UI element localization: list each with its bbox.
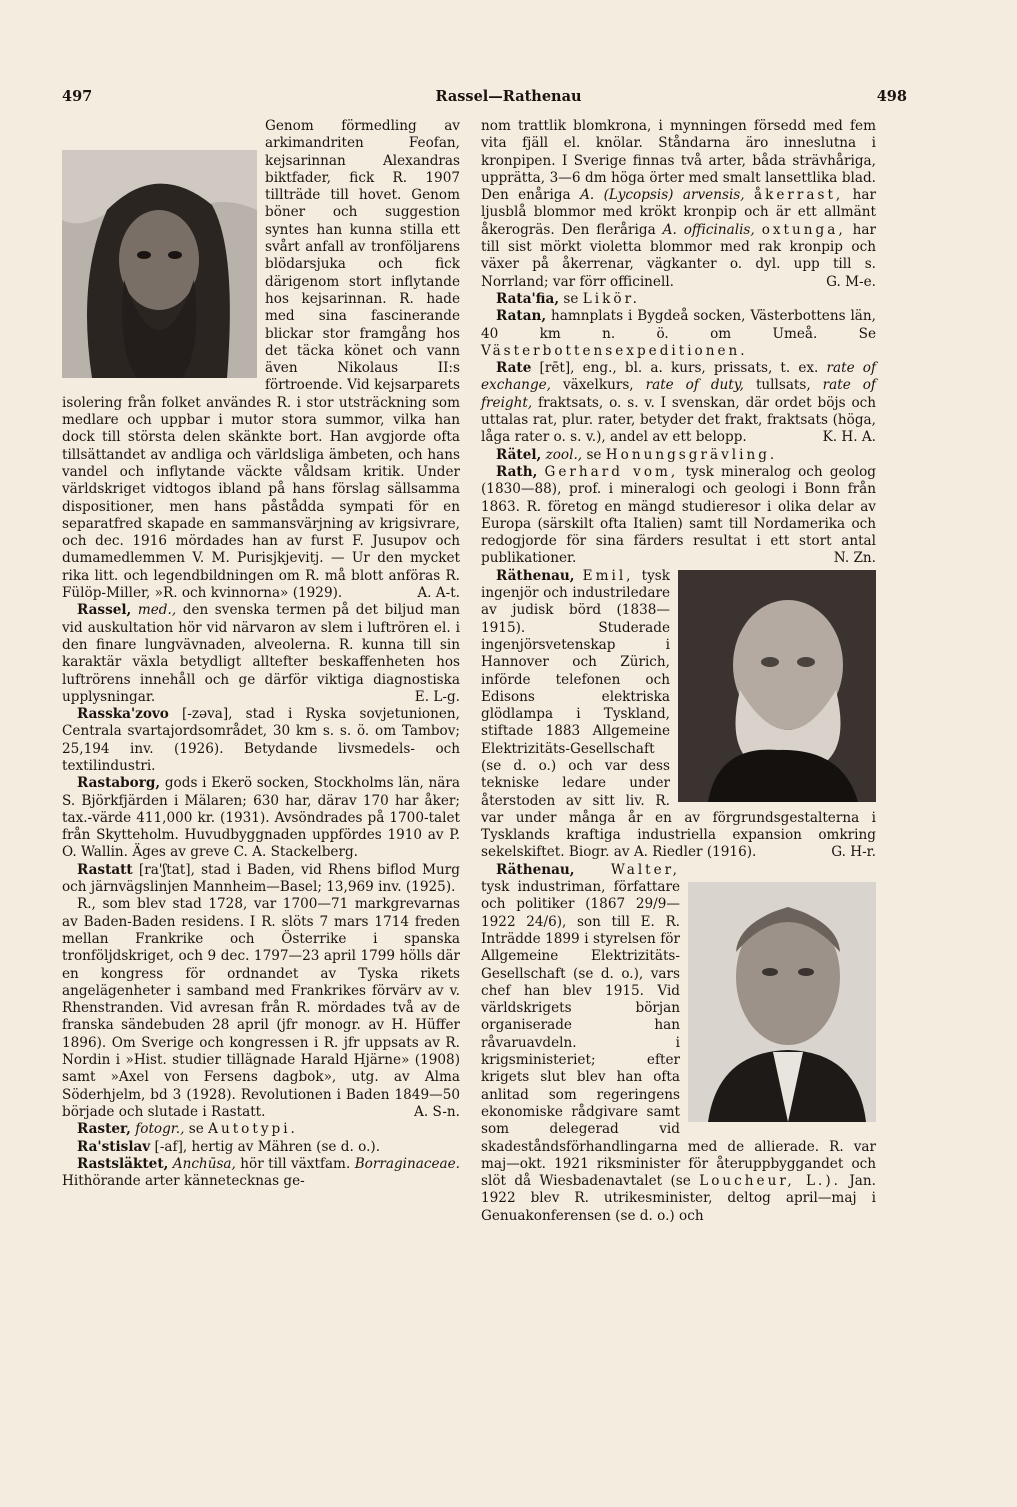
walter-rathenau-portrait [688,882,876,1122]
entry-rath: Rath, Gerhard vom, tysk mineralog och geolog (1830—88), prof. i mineralogi och geologi i Bonn från 1863. R. företog en mängd studieresor i olika delar av Europa (särskilt ofta Italien) samt till Nordamerika och redogjorde för sina färders resultat i ett stort antal publikationer. N. Zn. [481,463,876,567]
entry-walter-rathenau: Räthenau, Walter, tysk industriman, författare och politiker (1867 29/9—1922 24/6), son till E. R. Inträdde 1899 i styrelsen för Allgemeine Elektrizitäts-Gesellschaft (se d. o.), vars chef han blev 1915. Vid världskrigets början organiserade han råvaruavdeln. i krigsministeriet; efter krigets slut blev han ofta anlitad som regeringens ekonomiske rådgivare samt som delegerad vid skadeståndsförhandlingarna med de allierade. R. var maj—okt. 1921 riksminister för återuppbyggandet och slöt då Wiesbadenavtalet (se Loucheur, L.). Jan. 1922 blev R. utrikesminister, deltog april—maj i Genuakonferensen (se d. o.) och [481,861,876,1224]
entry-raster: Raster, fotogr., se Autotypi. [77,1121,298,1138]
entry-rastslaktet: Rastsläktet, Anchūsa, hör till växtfam. Borraginaceae. Hithörande arter kännetecknas ge- [62,1155,460,1190]
left-page-number: 497 [62,88,93,105]
entry-rastatt-history: R., som blev stad 1728, var 1700—71 markgrevarnas av Baden-Baden residens. I R. slöts 7 mars 1714 freden mellan Frankrike och Österrike i spanska tronföljdskriget, och 9 dec. 1797—23 april 1799 hölls där en kongress för ordnandet av Tyska rikets angelägenheter i samband med Frankrikes förvärv av v. Rhenstranden. Vid avresan från R. mördades två av de franska sändebuden 28 april (jfr monogr. av H. Hüffer 1896). Om Sverige och kongressen i R. jfr uppsats av R. Nordin i »Hist. studier tillägnade Harald Hjärne» (1908) samt »Axel von Fersens dagbok», utg. av Alma Söderhjelm, bd 3 (1928). Revolutionen i Baden 1849—50 började och slutade i Rastatt. A. S-n. [62,896,460,1120]
emil-rathenau-portrait [678,570,876,802]
right-column [481,118,876,1225]
entry-ratel: Rätel, zool., se Honungsgrävling. [496,446,778,463]
rasputin-portrait [62,150,257,378]
entry-rassel: Rassel, med., den svenska termen på det biljud man vid auskultation hör vid närvaron av slem i luftrören el. i den finare lungvävnaden, alveolerna. R. kunna till sin karaktär växla betydligt alltefter beskaffenheten hos luftrörens innehåll och ge därför viktiga diagnostiska upplysningar. E. L-g. [62,602,460,705]
entry-rate: Rate [rēt], eng., bl. a. kurs, prissats, t. ex. rate of exchange, växelkurs, rate of duty, tullsats, rate of freight, fraktsats, o. s. v. I svenskan, där ordet böjs och uttalas rat, plur. rater, betyder det frakt, fraktsats (höga, låga rater o. s. v.), andel av ett belopp. K. H. A. [481,360,877,446]
running-head: Rassel—Rathenau [435,88,582,105]
rasputin-article-continuation: Genom förmedling av arkimandriten Feofan, kejsarinnan Alexandras biktfader, fick R. 1907 tillträde till hovet. Genom böner och suggestion syntes han kunna stilla ett svårt anfall av tronföljarens blödarsjuka och fick därigenom stort inflytande hos kejsarinnan. R. hade med sina fascinerande blickar stor framgång hos det täcka könet och vann även Nikolaus II:s förtroende. Vid kejsarparets isolering från folket användes R. i stor utsträckning som medlare och uppbar i mutor stora summor, vilka han dock till största delen skänkte bort. Han avgjorde ofta tillsättandet av andliga och världsliga ämbeten, och hans vandel och inflytande väckte våldsam kritik. Under världskriget vidtogos ibland på hans förslag sällsamma dispositioner, men hans påstådda sympati för en separatfred skapade en sammansvärjning av krigsivrare, och dec. 1916 mördades han av furst F. Jusupov och dumamedlemmen V. M. Purisjkjevitj. — Ur den mycket rika litt. och legendbildningen om R. må blott anföras R. Fülöp-Miller, »R. och kvinnorna» (1929). A. A-t. [62,118,460,602]
rastslaktet-continuation: nom trattlik blomkrona, i mynningen försedd med fem vita fjäll el. knölar. Ståndarna äro inneslutna i kronpipen. I Sverige finnas två arter, båda strävhåriga, upprätta, 3—6 dm höga örter med smalt lansettlika blad. Den enåriga A. (Lycopsis) arvensis, åkerrast, har ljusblå blommor med krökt kronpip och är ett allmänt åkerogräs. Den fleråriga A. officinalis, oxtunga, har till sist mörkt violetta blommor med rak kronpip och växer på åkerrenar, vägkanter o. dyl. upp till s. Norrland; var förr officinell. G. M-e. [481,118,877,290]
entry-rastislav: Ra'stislav [-af], hertig av Mähren (se d. o.). [77,1138,381,1155]
left-column [62,118,460,1190]
entry-ratafia: Rata'fia, se Likör. [496,290,640,307]
entry-rastatt: Rastatt [ra'ʃtat], stad i Baden, vid Rhens biflod Murg och järnvägslinjen Mannheim—Basel; 13,969 inv. (1925). [62,861,460,896]
entry-ratan: Ratan, hamnplats i Bygdeå socken, Västerbottens län, 40 km n. ö. om Umeå. Se Västerbottensexpeditionen. [481,308,876,359]
right-page-number: 498 [876,88,907,105]
entry-rastaborg: Rastaborg, gods i Ekerö socken, Stockholms län, nära S. Björkfjärden i Mälaren; 630 har, därav 170 har åker; tax.-värde 411,000 kr. (1931). Avsöndrades på 1700-talet från Skytteholm. Huvudbyggnaden uppfördes 1910 av P. O. Wallin. Äges av greve C. A. Stackelberg. [62,775,460,861]
entry-rasskazovo: Rasska'zovo [-zəva], stad i Ryska sovjetunionen, Centrala svartajordsområdet, 30 km s. s. ö. om Tambov; 25,194 inv. (1926). Betydande livsmedels- och textilindustri. [62,706,460,774]
entry-emil-rathenau: Räthenau, Emil, tysk ingenjör och industriledare av judisk börd (1838—1915). Studerade ingenjörsvetenskap i Hannover och Zürich, införde telefonen och Edisons elektriska glödlampa i Tyskland, stiftade 1883 Allgemeine Elektrizitäts-Gesellschaft (se d. o.) och var dess tekniske ledare under återstoden av sitt liv. R. var under många år en av förgrundsgestalterna i Tysklands kraftiga industriella expansion omkring sekelskiftet. Biogr. av A. Riedler (1916). G. H-r. [481,567,876,861]
